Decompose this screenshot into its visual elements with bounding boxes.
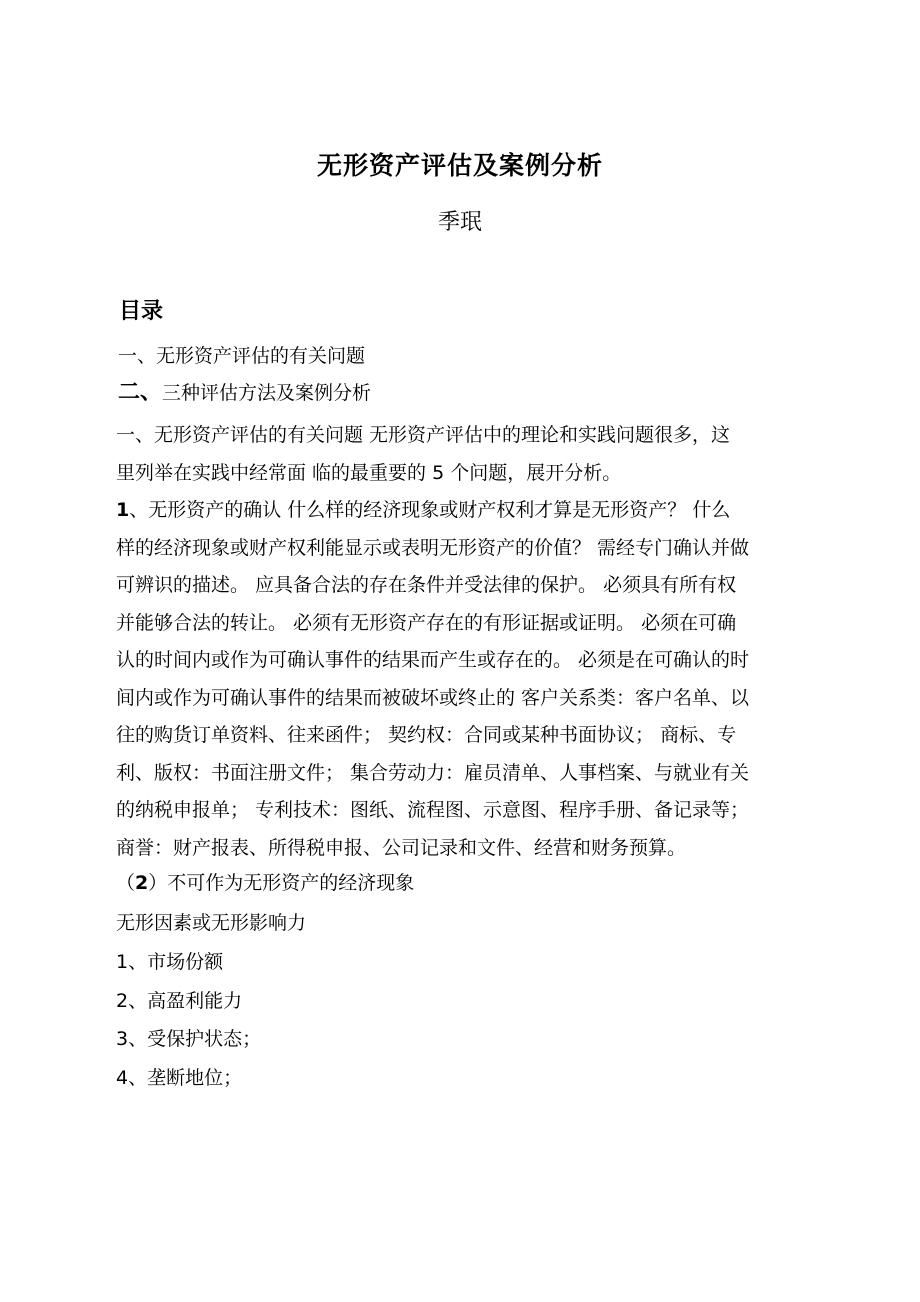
factor-item: 4、垄断地位； (116, 1067, 243, 1089)
document-author: 季珉 (437, 210, 482, 235)
paragraph-line: 认的时间内或作为可确认事件的结果而产生或存在的。 必须是在可确认的时 (116, 649, 750, 671)
factor-item: 3、受保护状态； (116, 1028, 262, 1050)
paragraph-line: 间内或作为可确认事件的结果而被破坏或终止的 客户关系类：客户名单、以 (116, 686, 750, 709)
subsection-2-open: （ (116, 872, 136, 894)
factor-item: 1、市场份额 (116, 951, 224, 973)
paragraph-line: 一、无形资产评估的有关问题 无形资产评估中的理论和实践问题很多，这 (116, 424, 731, 446)
section-1-number: 1 (116, 499, 130, 521)
paragraph-line: 往的购货订单资料、往来函件； 契约权：合同或某种书面协议； 商标、专 (116, 724, 737, 746)
body-text (116, 417, 806, 867)
toc-item-text: 无形资产评估的有关问题 (156, 345, 366, 367)
toc-item-number: 一、 (118, 345, 157, 367)
paragraph-line: 的纳税申报单； 专利技术：图纸、流程图、示意图、程序手册、备记录等； (116, 799, 750, 821)
toc-item-2 (118, 375, 371, 406)
document-title: 无形资产评估及案例分析 (316, 151, 603, 180)
section-1-first-line-rest: 什么样的经济现象或财产权利才算是无形资产？ 什么 (281, 499, 731, 521)
toc-item-text: 三种评估方法及案例分析 (162, 382, 372, 404)
toc-item-1 (118, 341, 365, 368)
paragraph-line: 里列举在实践中经常面 临的最重要的 5 个问题，展开分析。 (116, 461, 622, 484)
section-1-first-line (116, 492, 806, 530)
toc-heading: 目录 (119, 299, 164, 324)
toc-item-number: 二、 (118, 380, 163, 405)
subsection-2-close: ） (148, 872, 168, 894)
subsection-2-text: 不可作为无形资产的经济现象 (167, 872, 415, 894)
paragraph-line: 商誉：财产报表、所得税申报、公司记录和文件、经营和财务预算。 (116, 836, 687, 859)
paragraph-line: 样的经济现象或财产权利能显示或表明无形资产的价值？ 需经专门确认并做 (116, 536, 750, 559)
paragraph-line: 可辨识的描述。 应具备合法的存在条件并受法律的保护。 必须具有所有权 (116, 574, 737, 596)
factors-heading: 无形因素或无形影响力 (116, 912, 307, 934)
factor-item: 2、高盈利能力 (116, 990, 243, 1012)
subsection-2-heading (116, 868, 414, 895)
subsection-2-number: 2 (135, 872, 149, 894)
paragraph-line: 并能够合法的转让。 必须有无形资产存在的有形证据或证明。 必须在可确 (116, 611, 737, 634)
paragraph-line: 利、版权：书面注册文件； 集合劳动力：雇员清单、人事档案、与就业有关 (116, 761, 750, 784)
section-1-lead: 、无形资产的确认 (129, 499, 282, 521)
